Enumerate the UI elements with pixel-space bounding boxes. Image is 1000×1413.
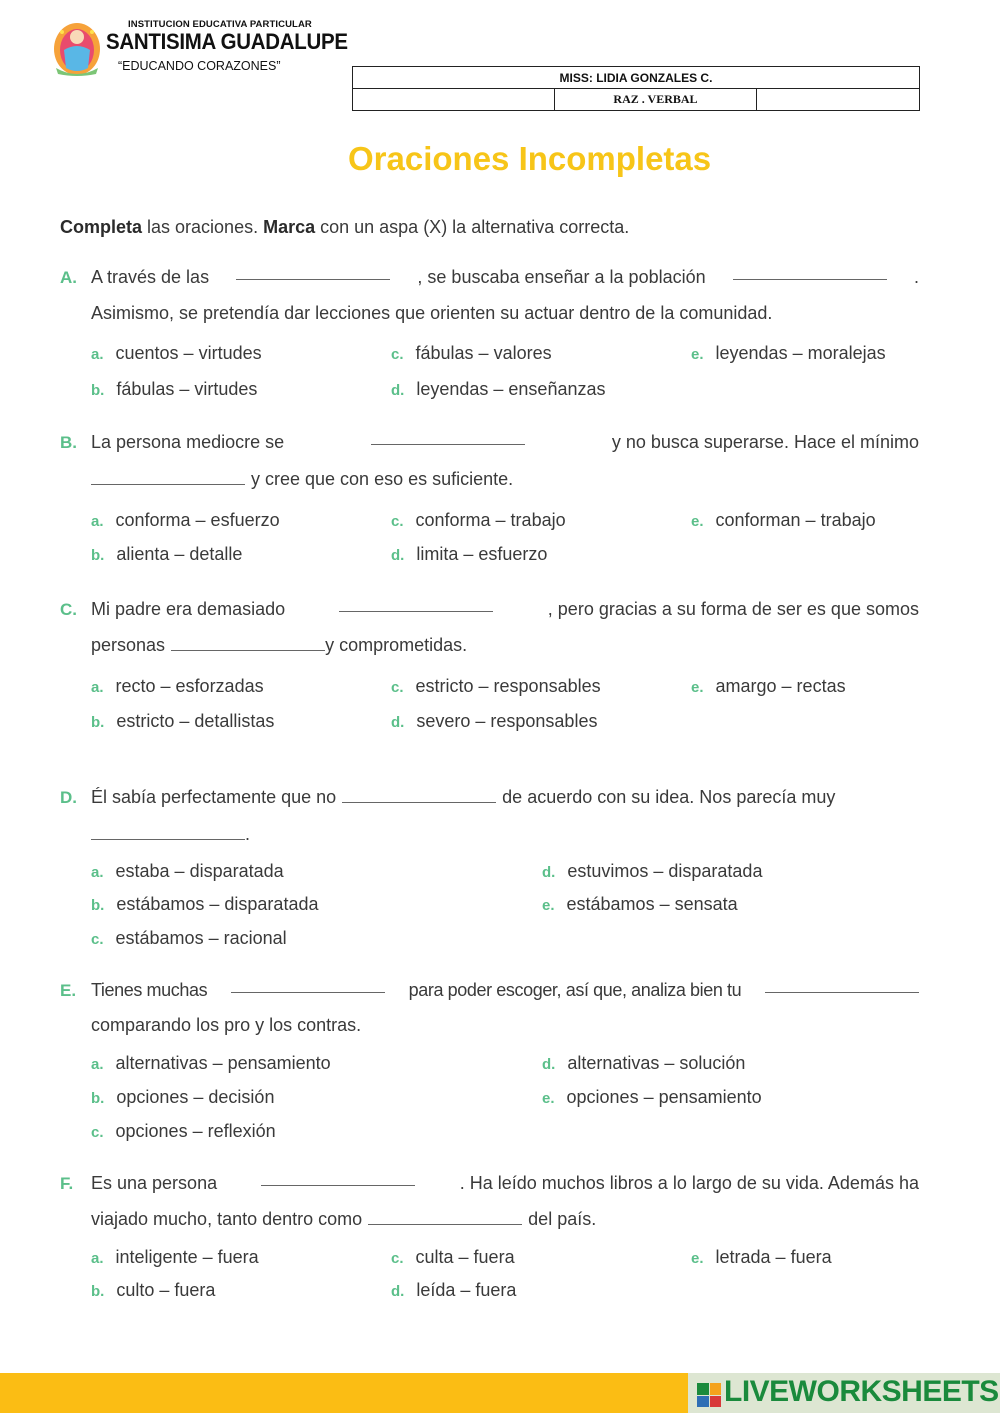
answer-blank[interactable] <box>765 980 919 993</box>
question-b-line-2: y cree que con eso es suficiente. <box>91 469 513 490</box>
question-letter: F. <box>60 1174 74 1193</box>
question-c-line-1: Mi padre era demasiado , pero gracias a su forma de ser es que somos <box>91 599 919 619</box>
option[interactable]: a. cuentos – virtudes <box>91 343 262 363</box>
answer-blank[interactable] <box>371 432 525 445</box>
option[interactable]: e. opciones – pensamiento <box>542 1087 762 1107</box>
option[interactable]: b. estábamos – disparatada <box>91 894 319 914</box>
option[interactable]: d. leída – fuera <box>391 1280 517 1300</box>
question-letter: C. <box>60 600 77 619</box>
answer-blank[interactable] <box>91 472 245 485</box>
question-a-line-2: Asimismo, se pretendía dar lecciones que orienten su actuar dentro de la comunidad. <box>91 303 773 323</box>
option[interactable]: b. culto – fuera <box>91 1280 216 1300</box>
answer-blank[interactable] <box>339 599 493 612</box>
question-b-line-1: La persona mediocre se y no busca superarse. Hace el mínimo <box>91 432 919 452</box>
question-c-line-2: personas y comprometidas. <box>91 635 468 655</box>
school-logo-icon <box>52 20 102 76</box>
instructions: Completa las oraciones. Marca con un aspa (X) la alternativa correcta. <box>60 217 630 237</box>
question-letter: D. <box>60 788 77 807</box>
option[interactable]: d. estuvimos – disparatada <box>542 861 763 881</box>
option[interactable]: e. conforman – trabajo <box>691 510 876 530</box>
option[interactable]: d. alternativas – solución <box>542 1053 746 1073</box>
option[interactable]: d. severo – responsables <box>391 711 598 731</box>
option[interactable]: c. conforma – trabajo <box>391 510 566 530</box>
question-letter: E. <box>60 981 77 1000</box>
answer-blank[interactable] <box>342 790 496 803</box>
question-letter: B. <box>60 433 77 452</box>
option[interactable]: a. conforma – esfuerzo <box>91 510 280 530</box>
option[interactable]: a. estaba – disparatada <box>91 861 284 881</box>
option[interactable]: e. letrada – fuera <box>691 1247 832 1267</box>
question-f-line-1: Es una persona . Ha leído muchos libros a lo largo de su vida. Además ha <box>91 1173 919 1193</box>
option[interactable]: c. opciones – reflexión <box>91 1121 276 1141</box>
question-d-line-1: Él sabía perfectamente que no de acuerdo con su idea. Nos parecía muy <box>91 787 836 807</box>
option[interactable]: b. fábulas – virtudes <box>91 379 258 399</box>
question-e-line-1: Tienes muchas para poder escoger, así que, analiza bien tu <box>91 980 919 1001</box>
answer-blank[interactable] <box>368 1212 522 1225</box>
question-f-line-2: viajado mucho, tanto dentro como del país. <box>91 1209 597 1229</box>
option[interactable]: c. fábulas – valores <box>391 343 552 363</box>
answer-blank[interactable] <box>261 1173 415 1186</box>
subject-label: RAZ . VERBAL <box>555 89 757 111</box>
question-d-line-2: . <box>91 824 250 845</box>
option[interactable]: a. recto – esforzadas <box>91 676 264 696</box>
option[interactable]: c. estricto – responsables <box>391 676 601 696</box>
question-letter: A. <box>60 268 77 287</box>
question-e-line-2: comparando los pro y los contras. <box>91 1015 362 1035</box>
answer-blank[interactable] <box>236 267 390 280</box>
option[interactable]: b. opciones – decisión <box>91 1087 275 1107</box>
option[interactable]: b. estricto – detallistas <box>91 711 275 731</box>
option[interactable]: a. alternativas – pensamiento <box>91 1053 331 1073</box>
answer-blank[interactable] <box>733 267 887 280</box>
option[interactable]: a. inteligente – fuera <box>91 1247 259 1267</box>
school-type: INSTITUCION EDUCATIVA PARTICULAR <box>128 19 312 30</box>
header-cell-empty-left <box>353 89 555 111</box>
option[interactable]: c. culta – fuera <box>391 1247 515 1267</box>
option[interactable]: c. estábamos – racional <box>91 928 287 948</box>
school-name: SANTISIMA GUADALUPE <box>106 29 348 54</box>
answer-blank[interactable] <box>171 638 325 651</box>
header-table <box>352 66 920 111</box>
brand-name[interactable]: LIVEWORKSHEETS <box>724 1375 999 1408</box>
option[interactable]: d. leyendas – enseñanzas <box>391 379 606 399</box>
option[interactable]: e. leyendas – moralejas <box>691 343 886 363</box>
header-cell-empty-right <box>757 89 920 111</box>
option[interactable]: e. estábamos – sensata <box>542 894 738 914</box>
answer-blank[interactable] <box>231 980 385 993</box>
teacher-name: MISS: LIDIA GONZALES C. <box>353 67 920 89</box>
school-motto: “EDUCANDO CORAZONES” <box>118 59 281 73</box>
liveworksheets-logo-icon <box>697 1383 721 1407</box>
option[interactable]: d. limita – esfuerzo <box>391 544 548 564</box>
answer-blank[interactable] <box>91 827 245 840</box>
question-a-line-1: A través de las , se buscaba enseñar a la población . <box>91 267 919 287</box>
option[interactable]: b. alienta – detalle <box>91 544 243 564</box>
page-title: Oraciones Incompletas <box>348 140 712 177</box>
option[interactable]: e. amargo – rectas <box>691 676 846 696</box>
